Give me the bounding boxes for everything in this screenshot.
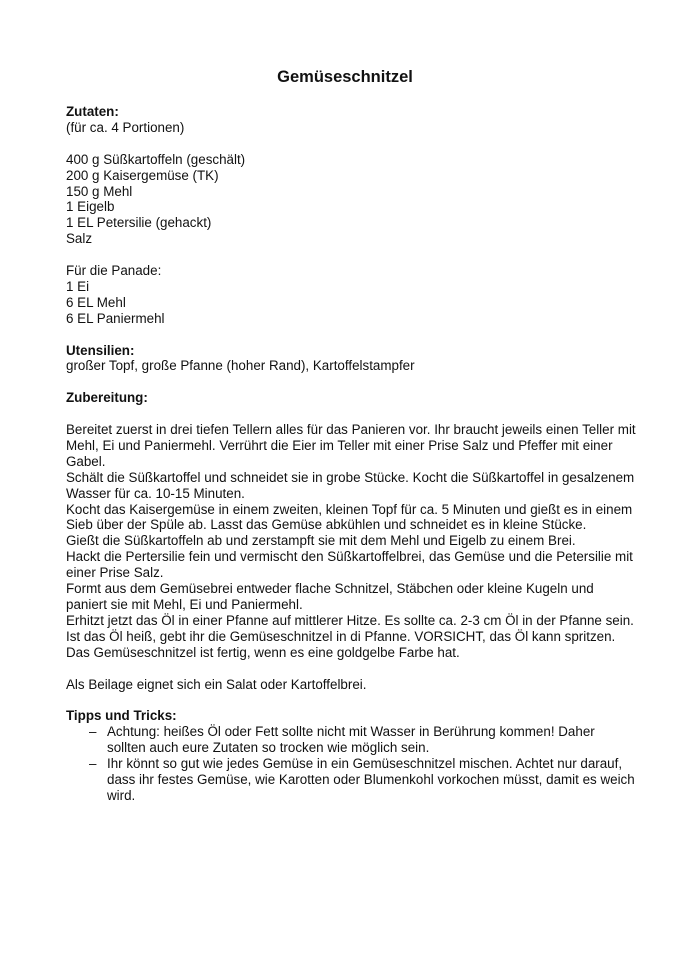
ingredient-item: 200 g Kaisergemüse (TK) (66, 167, 219, 183)
tips-item (66, 756, 636, 804)
ingredient-item: 1 EL Petersilie (gehackt) (66, 215, 212, 231)
ingredient-item: 150 g Mehl (66, 183, 133, 199)
breading-item: 6 EL Paniermehl (66, 310, 165, 326)
tips-item-text: Achtung: heißes Öl oder Fett sollte nicht mit Wasser in Berührung kommen! Daher sollten auch eure Zutaten so trocken wie möglich sein. (107, 724, 595, 756)
preparation-step: Das Gemüseschnitzel ist fertig, wenn es eine goldgelbe Farbe hat. (66, 644, 460, 660)
preparation-step: Hackt die Pertersilie fein und vermischt den Süßkartoffelbrei, das Gemüse und die Petersilie mit einer Prise Salz. (66, 549, 633, 581)
breading-item: 6 EL Mehl (66, 294, 126, 310)
preparation-step: Formt aus dem Gemüsebrei entweder flache Schnitzel, Stäbchen oder kleine Kugeln und paniert sie mit Mehl, Ei und Paniermehl. (66, 581, 594, 613)
tips-list (66, 724, 636, 804)
preparation-step: Schält die Süßkartoffel und schneidet sie in grobe Stücke. Kocht die Süßkartoffel in gesalzenem Wasser für ca. 10-15 Minuten. (66, 469, 635, 501)
preparation-step: Kocht das Kaisergemüse in einem zweiten, kleinen Topf für ca. 5 Minuten und gießt es in einem Sieb über der Spüle ab. Lasst das Gemüse abkühlen und schneidet es in kleine Stücke. (66, 501, 633, 533)
ingredient-item: Salz (66, 231, 93, 247)
recipe-content (66, 104, 636, 804)
tips-item (66, 724, 636, 756)
page-title: Gemüseschnitzel (277, 68, 413, 86)
dash-bullet: – (89, 756, 97, 772)
ingredient-item: 1 Eigelb (66, 199, 115, 215)
breading-heading: Für die Panade: (66, 263, 162, 279)
dash-bullet: – (89, 724, 97, 740)
utensils-text: großer Topf, große Pfanne (hoher Rand), Kartoffelstampfer (66, 358, 415, 374)
preparation-step: Gießt die Süßkartoffeln ab und zerstampft sie mit dem Mehl und Eigelb zu einem Brei. (66, 533, 576, 549)
ingredient-item: 400 g Süßkartoffeln (geschält) (66, 151, 246, 167)
preparation-heading: Zubereitung: (66, 390, 148, 406)
preparation-step: Ist das Öl heiß, gebt ihr die Gemüseschnitzel in di Pfanne. VORSICHT, das Öl kann spritzen. (66, 628, 616, 644)
side-dish-text: Als Beilage eignet sich ein Salat oder Kartoffelbrei. (66, 676, 367, 692)
breading-item: 1 Ei (66, 278, 90, 294)
preparation-step: Erhitzt jetzt das Öl in einer Pfanne auf mittlerer Hitze. Es sollte ca. 2-3 cm Öl in der Pfanne sein. (66, 612, 634, 628)
preparation-step: Bereitet zuerst in drei tiefen Tellern alles für das Panieren vor. Ihr braucht jeweils einen Teller mit Mehl, Ei und Paniermehl. Verrührt die Eier im Teller mit einer Prise Salz und Pfeffer mit einer Gabel. (66, 422, 636, 469)
tips-item-text: Ihr könnt so gut wie jedes Gemüse in ein Gemüseschnitzel mischen. Achtet nur darauf, dass ihr festes Gemüse, wie Karotten oder Blumenkohl vorkochen müsst, damit es weich wird. (107, 756, 635, 803)
ingredients-heading: Zutaten: (66, 104, 119, 119)
tips-heading: Tipps und Tricks: (66, 708, 177, 724)
utensils-heading: Utensilien: (66, 342, 135, 358)
portions-text: (für ca. 4 Portionen) (66, 119, 185, 135)
